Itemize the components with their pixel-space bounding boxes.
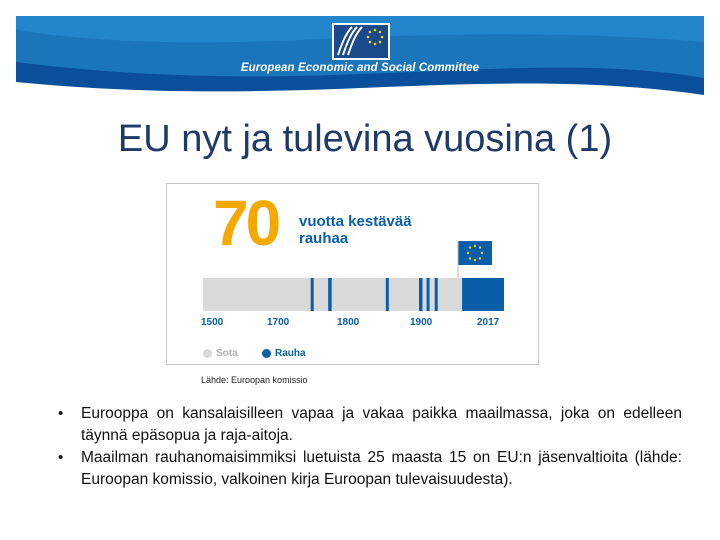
figure-source: Lähde: Euroopan komissio: [201, 375, 308, 385]
timeline-year-label: 1500: [201, 317, 224, 328]
organization-name: European Economic and Social Committee: [240, 62, 480, 74]
peace-period-bar: [435, 278, 438, 311]
timeline-year-label: 1900: [410, 317, 433, 328]
eesc-logo-icon: [332, 23, 390, 60]
legend-war-label: Sota: [216, 348, 238, 359]
legend-war-swatch: [203, 349, 212, 358]
peace-period-bar: [328, 278, 331, 311]
legend-war: [203, 348, 238, 359]
legend-peace-swatch: [262, 349, 271, 358]
timeline-year-label: 2017: [477, 317, 500, 328]
war-period-bar: [203, 278, 504, 311]
peace-period-bar: [386, 278, 389, 311]
legend-peace-label: Rauha: [275, 348, 306, 359]
bullet-item: • Eurooppa on kansalaisilleen vapaa ja vakaa paikka maailmassa, joka on edelleen täynnä epäsopua ja raja-aitoja.: [56, 403, 682, 447]
peace-period-bar: [427, 278, 430, 311]
timeline-chart: [167, 184, 538, 364]
peace-infographic: [166, 183, 539, 365]
peace-period-bar: [311, 278, 314, 311]
peace-period-bar: [419, 278, 422, 311]
header-banner: [0, 0, 720, 110]
peace-period-bar: [462, 278, 504, 311]
bullet-list: [56, 403, 682, 491]
slide-title: EU nyt ja tulevina vuosina (1): [117, 118, 613, 160]
big-number: 70: [213, 187, 279, 259]
legend-peace: [262, 348, 306, 359]
eu-flag-icon: [458, 241, 492, 279]
bullet-item: • Maailman rauhanomaisimmiksi luetuista 25 maasta 15 on EU:n jäsenvaltioita (lähde: Euroopan komissio, valkoinen kirja Euroopan tulevaisuudesta).: [56, 447, 682, 491]
timeline-year-label: 1700: [267, 317, 290, 328]
timeline-year-label: 1800: [337, 317, 360, 328]
infographic-headline: vuotta kestävää rauhaa: [299, 213, 412, 247]
